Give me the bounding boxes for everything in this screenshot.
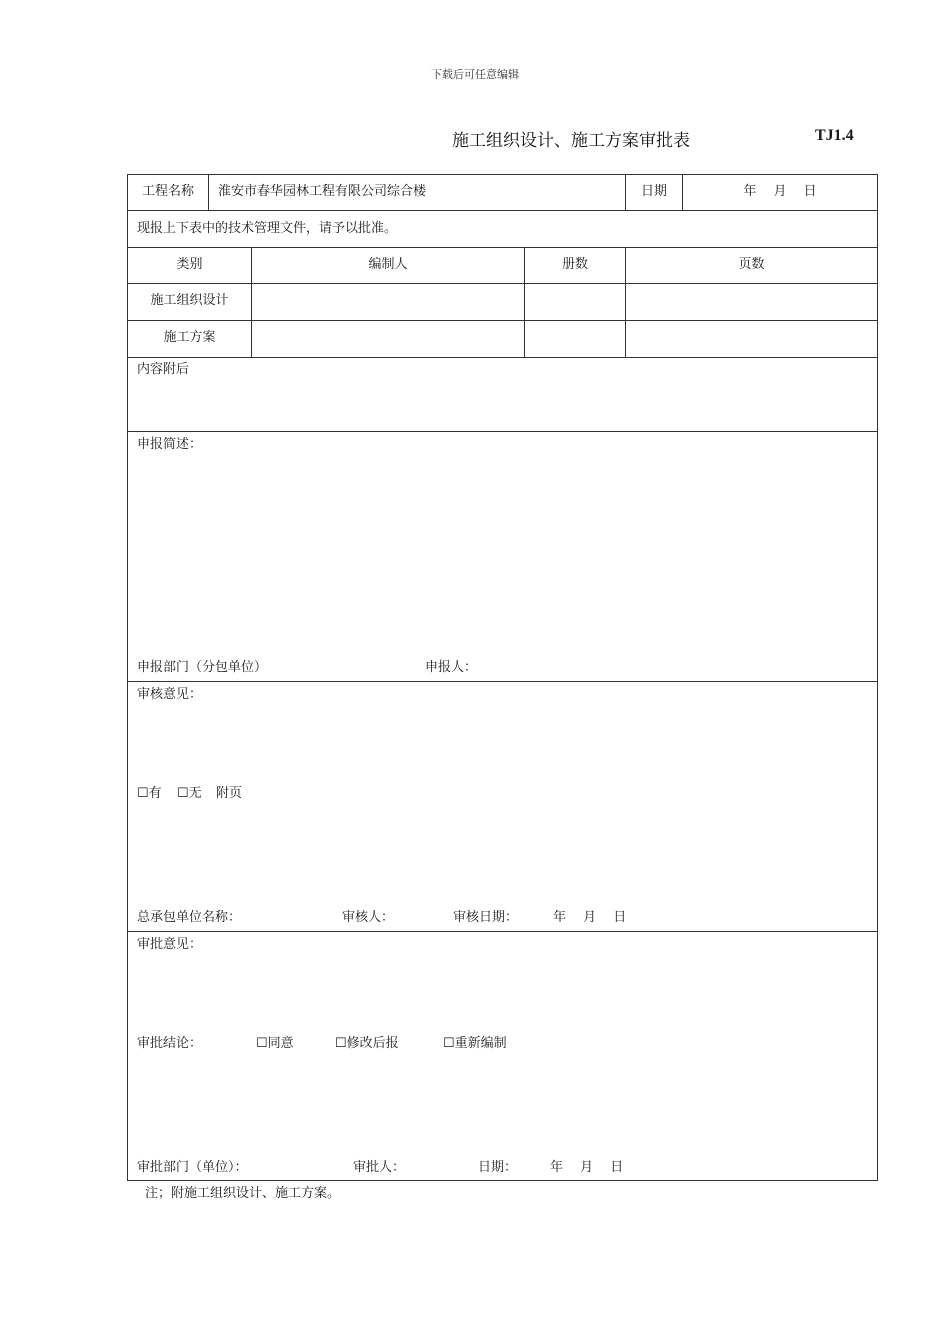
submission-summary-label: 申报简述： (137, 437, 203, 452)
review-option-yes[interactable]: ☐有 (137, 786, 162, 801)
approver-label: 审批人： (353, 1160, 406, 1175)
review-date-label: 审核日期： (453, 910, 519, 925)
submission-dept-label: 申报部门（分包单位） (137, 660, 268, 675)
row-line (127, 681, 878, 682)
approval-option-recompile[interactable]: ☐重新编制 (443, 1036, 507, 1051)
form-title: 施工组织设计、施工方案审批表 (452, 131, 690, 151)
row-category-construction-plan: 施工方案 (163, 330, 216, 345)
header-author: 编制人 (368, 257, 408, 272)
row-line (127, 174, 878, 175)
date-label: 日期 (640, 184, 667, 199)
approval-date-label: 日期： (478, 1160, 518, 1175)
row-line (127, 210, 878, 211)
approval-option-modify[interactable]: ☐修改后报 (335, 1036, 399, 1051)
footnote: 注；附施工组织设计、施工方案。 (145, 1186, 341, 1201)
header-volumes: 册数 (561, 257, 588, 272)
col-line (208, 174, 209, 210)
review-opinion-label: 审核意见： (137, 687, 203, 702)
review-option-no[interactable]: ☐无 (177, 786, 202, 801)
review-attach-page: 附页 (216, 786, 243, 801)
project-name-label: 工程名称 (141, 184, 194, 199)
row-line (127, 431, 878, 432)
frame-right-border (877, 174, 878, 1180)
approval-opinion-label: 审批意见： (137, 937, 203, 952)
frame-left-border (127, 174, 128, 1180)
intro-text: 现报上下表中的技术管理文件，请予以批准。 (137, 221, 398, 236)
form-code: TJ1.4 (815, 127, 854, 144)
row-line (127, 320, 878, 321)
row-line (127, 283, 878, 284)
row-line (127, 247, 878, 248)
row-line (127, 357, 878, 358)
header-pages: 页数 (738, 257, 765, 272)
row-category-construction-design: 施工组织设计 (150, 293, 229, 308)
row-line (127, 931, 878, 932)
header-category: 类别 (176, 257, 203, 272)
header-note: 下载后可任意编辑 (431, 68, 519, 81)
date-value[interactable]: 年 月 日 (743, 184, 817, 199)
approval-conclusion-label: 审批结论： (137, 1036, 203, 1051)
approval-dept-label: 审批部门（单位）： (137, 1160, 248, 1175)
reviewer-label: 审核人： (342, 910, 395, 925)
applicant-label: 申报人： (425, 660, 478, 675)
contractor-name-label: 总承包单位名称： (137, 910, 242, 925)
attachment-label: 内容附后 (137, 362, 190, 377)
review-date-value[interactable]: 年 月 日 (553, 910, 627, 925)
row-line (127, 1180, 878, 1181)
project-name-value[interactable]: 淮安市春华园林工程有限公司综合楼 (218, 184, 427, 199)
approval-option-agree[interactable]: ☐同意 (256, 1036, 294, 1051)
approval-date-value[interactable]: 年 月 日 (550, 1160, 624, 1175)
